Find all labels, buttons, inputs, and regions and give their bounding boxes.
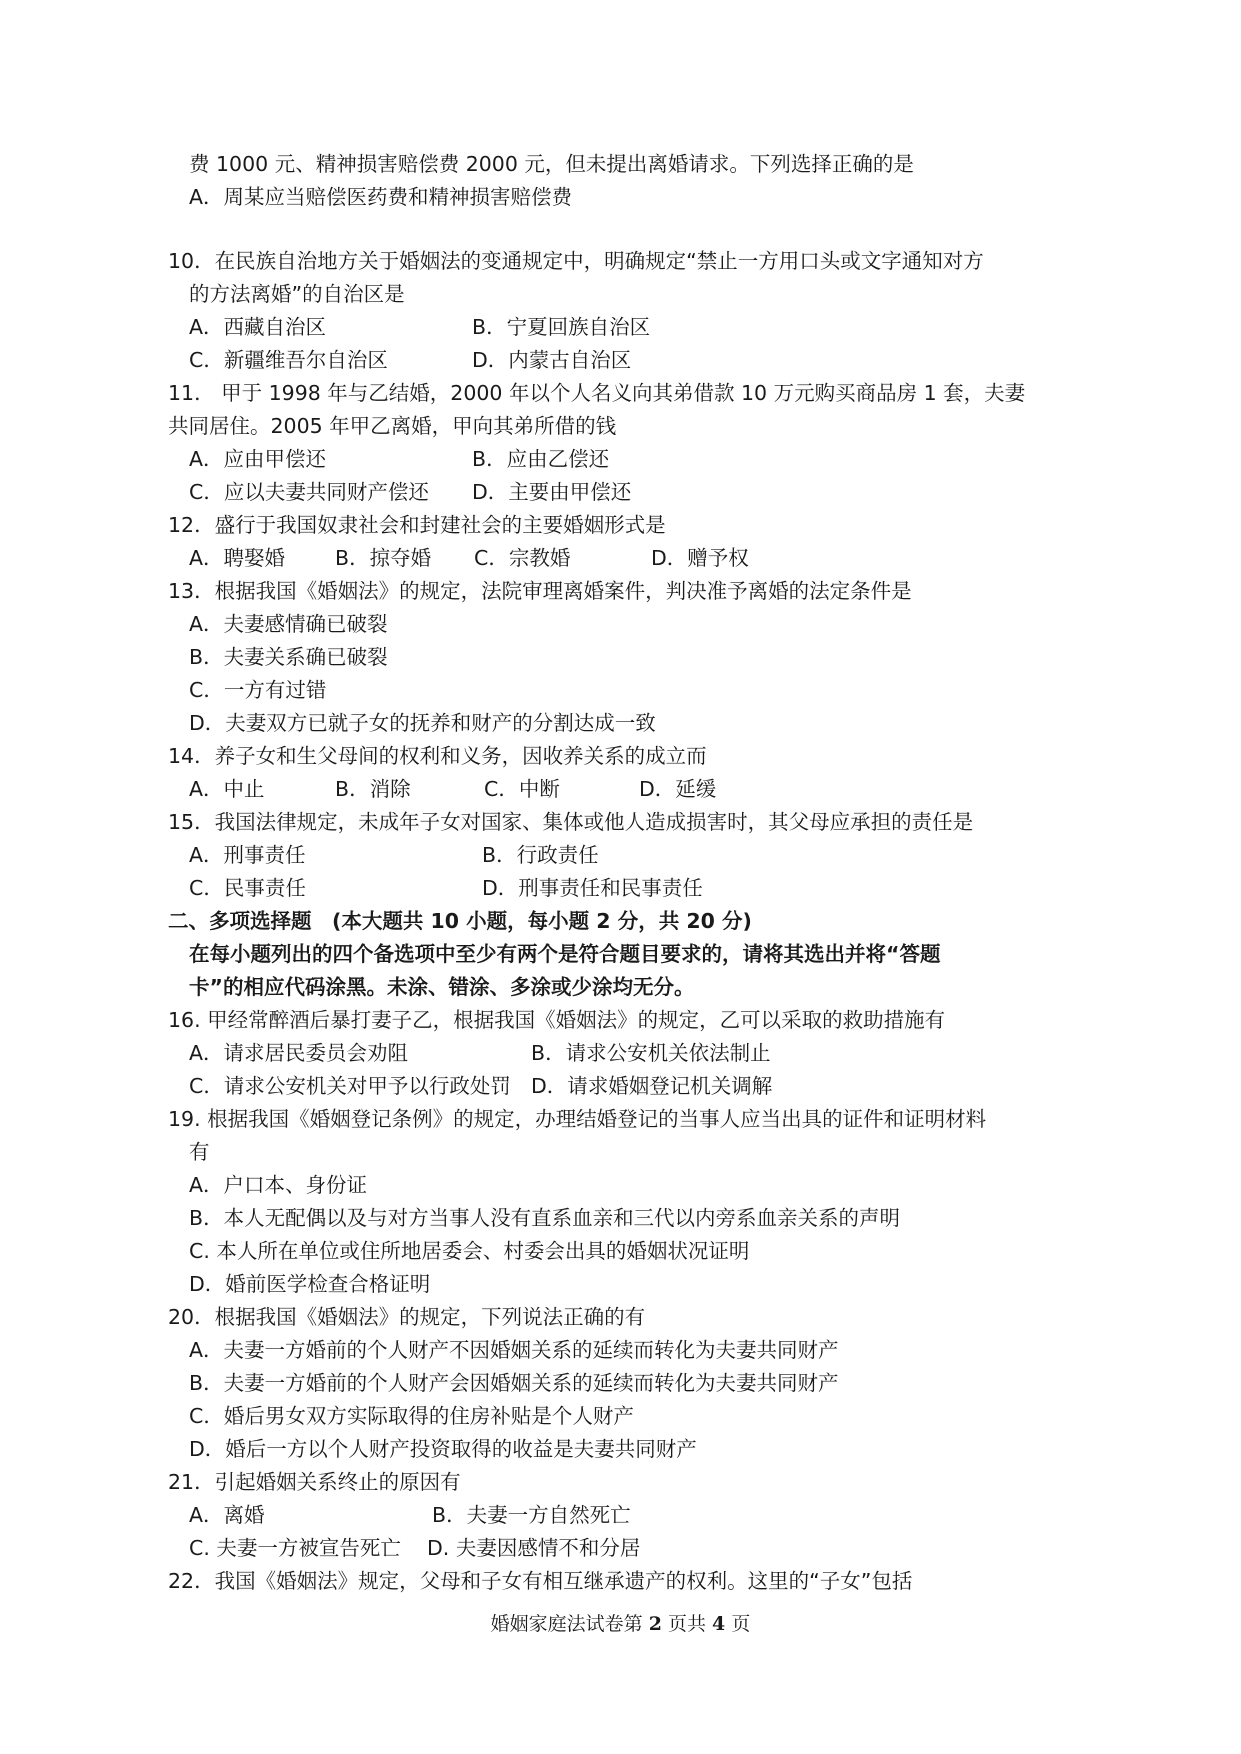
q10-stem-2: 的方法离婚”的自治区是 [189, 282, 405, 306]
q20-option-c: C．婚后男女双方实际取得的住房补贴是个人财产 [189, 1404, 634, 1428]
q20-stem: 20．根据我国《婚姻法》的规定，下列说法正确的有 [168, 1305, 646, 1329]
q16-option-b: B．请求公安机关依法制止 [531, 1041, 771, 1065]
q11-options-row1 [189, 443, 1069, 476]
q16-options-row1 [189, 1037, 1069, 1070]
q15-stem: 15．我国法律规定，未成年子女对国家、集体或他人造成损害时，其父母应承担的责任是 [168, 810, 974, 834]
q20-option-b: B．夫妻一方婚前的个人财产会因婚姻关系的延续而转化为夫妻共同财产 [189, 1371, 839, 1395]
q11-options-row2 [189, 476, 1069, 509]
q19-stem-2: 有 [189, 1140, 210, 1164]
q21-options-row1 [189, 1499, 1069, 1532]
page-footer [0, 1611, 1241, 1637]
exam-content [168, 148, 1069, 1598]
footer-mid: 页共 [667, 1613, 706, 1635]
q11-option-d: D．主要由甲偿还 [472, 480, 632, 504]
q13-option-d: D．夫妻双方已就子女的抚养和财产的分割达成一致 [189, 711, 656, 735]
q12-option-d: D．赠予权 [651, 546, 749, 570]
q10-option-a: A．西藏自治区 [189, 315, 327, 339]
q15-option-a: A．刑事责任 [189, 843, 306, 867]
footer-prefix: 婚姻家庭法试卷第 [490, 1613, 643, 1635]
q16-stem: 16. 甲经常醉酒后暴打妻子乙，根据我国《婚姻法》的规定，乙可以采取的救助措施有 [168, 1008, 946, 1032]
q11-option-b: B．应由乙偿还 [472, 447, 610, 471]
q10-options-row2 [189, 344, 1069, 377]
q10-option-c: C．新疆维吾尔自治区 [189, 348, 388, 372]
q9-continuation: 费 1000 元、精神损害赔偿费 2000 元，但未提出离婚请求。下列选择正确的是 [189, 152, 914, 176]
q10-option-d: D．内蒙古自治区 [472, 348, 632, 372]
q10-option-b: B．宁夏回族自治区 [472, 315, 651, 339]
q15-options-row2 [189, 872, 1069, 905]
q14-option-d: D．延缓 [639, 777, 717, 801]
q15-option-c: C．民事责任 [189, 876, 306, 900]
q21-option-c: C. 夫妻一方被宣告死亡 [189, 1536, 401, 1560]
q15-options-row1 [189, 839, 1069, 872]
q14-option-a: A．中止 [189, 777, 265, 801]
q14-option-b: B．消除 [335, 777, 411, 801]
q15-option-b: B．行政责任 [482, 843, 599, 867]
q12-option-c: C．宗教婚 [474, 546, 571, 570]
q10-options-row1 [189, 311, 1069, 344]
q11-option-a: A．应由甲偿还 [189, 447, 327, 471]
section2-instructions: 在每小题列出的四个备选项中至少有两个是符合题目要求的，请将其选出并将“答题 [189, 942, 941, 966]
q11-stem: 11． 甲于 1998 年与乙结婚，2000 年以个人名义向其弟借款 10 万元购买商品房 1 套，夫妻 [168, 381, 1026, 405]
q15-option-d: D．刑事责任和民事责任 [482, 876, 703, 900]
footer-total-pages: 4 [712, 1613, 726, 1635]
q9-option-a: A．周某应当赔偿医药费和精神损害赔偿费 [189, 185, 573, 209]
q22-stem: 22．我国《婚姻法》规定，父母和子女有相互继承遗产的权利。这里的“子女”包括 [168, 1569, 913, 1593]
section2-instructions-2: 卡”的相应代码涂黑。未涂、错涂、多涂或少涂均无分。 [189, 975, 695, 999]
q16-option-c: C．请求公安机关对甲予以行政处罚 [189, 1074, 511, 1098]
q21-option-a: A．离婚 [189, 1503, 265, 1527]
footer-suffix: 页 [731, 1613, 751, 1635]
q13-stem: 13．根据我国《婚姻法》的规定，法院审理离婚案件，判决准予离婚的法定条件是 [168, 579, 912, 603]
q14-options-row [189, 773, 1069, 806]
q19-option-b: B．本人无配偶以及与对方当事人没有直系血亲和三代以内旁系血亲关系的声明 [189, 1206, 901, 1230]
q12-stem: 12．盛行于我国奴隶社会和封建社会的主要婚姻形式是 [168, 513, 666, 537]
section2-heading: 二、多项选择题 (本大题共 10 小题，每小题 2 分，共 20 分) [168, 909, 752, 933]
q19-option-c: C. 本人所在单位或住所地居委会、村委会出具的婚姻状况证明 [189, 1239, 750, 1263]
q13-option-c: C．一方有过错 [189, 678, 327, 702]
q12-option-b: B．掠夺婚 [335, 546, 432, 570]
q19-stem: 19. 根据我国《婚姻登记条例》的规定，办理结婚登记的当事人应当出具的证件和证明材料 [168, 1107, 987, 1131]
q14-stem: 14．养子女和生父母间的权利和义务，因收养关系的成立而 [168, 744, 707, 768]
q16-options-row2 [189, 1070, 1069, 1103]
q21-option-b: B．夫妻一方自然死亡 [432, 1503, 631, 1527]
q10-stem: 10．在民族自治地方关于婚姻法的变通规定中，明确规定“禁止一方用口头或文字通知对方 [168, 249, 984, 273]
q16-option-a: A．请求居民委员会劝阻 [189, 1041, 409, 1065]
q19-option-a: A．户口本、身份证 [189, 1173, 368, 1197]
q21-stem: 21．引起婚姻关系终止的原因有 [168, 1470, 461, 1494]
q21-options-row2 [189, 1532, 1069, 1565]
q19-option-d: D．婚前医学检查合格证明 [189, 1272, 431, 1296]
q12-options-row [189, 542, 1069, 575]
q20-option-a: A．夫妻一方婚前的个人财产不因婚姻关系的延续而转化为夫妻共同财产 [189, 1338, 839, 1362]
q20-option-d: D．婚后一方以个人财产投资取得的收益是夫妻共同财产 [189, 1437, 697, 1461]
q13-option-a: A．夫妻感情确已破裂 [189, 612, 388, 636]
footer-page-number: 2 [648, 1613, 662, 1635]
q14-option-c: C．中断 [484, 777, 560, 801]
q12-option-a: A．聘娶婚 [189, 546, 286, 570]
q11-option-c: C．应以夫妻共同财产偿还 [189, 480, 429, 504]
q21-option-d: D. 夫妻因感情不和分居 [427, 1536, 641, 1560]
q11-stem-2: 共同居住。2005 年甲乙离婚，甲向其弟所借的钱 [168, 414, 617, 438]
q16-option-d: D．请求婚姻登记机关调解 [531, 1074, 773, 1098]
q13-option-b: B．夫妻关系确已破裂 [189, 645, 388, 669]
